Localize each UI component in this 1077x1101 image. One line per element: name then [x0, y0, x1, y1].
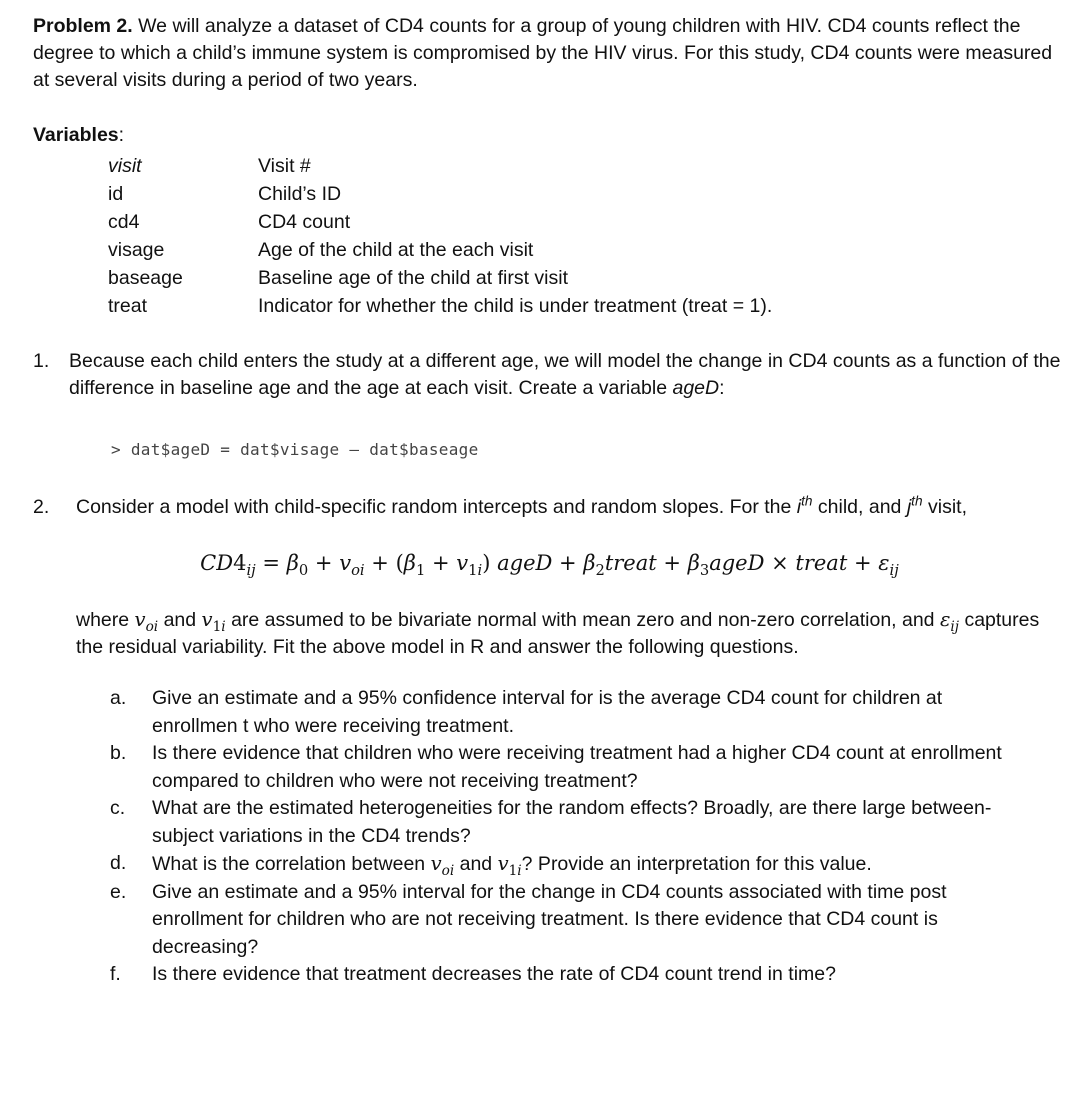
list-item [110, 879, 1063, 962]
subquestion-text: Give an estimate and a 95% confidence interval for is the average CD4 count for children at enrollmen t who were receiving treatment. [152, 687, 943, 737]
variable-row [33, 292, 1063, 320]
document-page [33, 13, 1063, 989]
variable-desc: Baseline age of the child at first visit [258, 267, 568, 289]
question-number: 1. [33, 350, 50, 372]
subquestion-text: Is there evidence that treatment decreases the rate of CD4 count trend in time? [152, 963, 836, 985]
variable-row [33, 180, 1063, 208]
subquestion-letter: e. [110, 880, 127, 903]
subquestion-letter: f. [110, 963, 121, 985]
subquestion-letter: b. [110, 742, 127, 764]
variable-desc: Child’s ID [258, 183, 342, 205]
subquestion-text: What is the correlation between $v_{oi}$ and $v_{1i}$? Provide an interpretation for this value. [152, 852, 872, 879]
subquestion-text: Is there evidence that children who were receiving treatment had a higher CD4 count at enrollment compared to children who were not receiving treatment? [152, 742, 1002, 792]
subquestion-list [110, 685, 1063, 989]
variable-desc: Visit # [258, 155, 311, 177]
variable-name: baseage [108, 267, 183, 289]
problem-label: Problem 2. [33, 15, 133, 37]
question-2-text [76, 494, 1063, 661]
list-item [110, 685, 1063, 740]
variable-row [33, 236, 1063, 264]
variable-row [33, 264, 1063, 292]
variable-desc: CD4 count [258, 211, 351, 233]
model-description: where $v_{oi}$ and $v_{1i}$ are assumed to be bivariate normal with mean zero and non-zero correlation, and $\varepsilon_{ij}$ captures the residual variability. Fit the above model in R and answer the following questions. [76, 608, 1040, 658]
subquestion-letter: a. [110, 687, 127, 709]
list-item [110, 850, 1063, 879]
list-item [110, 795, 1063, 850]
subquestion-letter: c. [110, 797, 126, 819]
variable-name: treat [108, 295, 148, 317]
list-item [110, 740, 1063, 795]
subquestion-text: What are the estimated heterogeneities for the random effects? Broadly, are there large between-subject variations in the CD4 trends? [152, 797, 992, 847]
question-1 [33, 348, 1063, 463]
variable-name: id [108, 183, 124, 205]
subquestion-letter: d. [110, 852, 127, 874]
problem-intro-text: We will analyze a dataset of CD4 counts for a group of young children with HIV. CD4 counts reflect the degree to which a child’s immune system is compromised by the HIV virus. For this study, CD4 counts were measured at several visits during a period of two years. [33, 15, 1053, 91]
variable-desc: Indicator for whether the child is under treatment (treat = 1). [258, 295, 773, 317]
problem-intro [33, 13, 1063, 94]
subquestion-text: Give an estimate and a 95% interval for the change in CD4 counts associated with time post enrollment for children who are not receiving treatment. Is there evidence that CD4 count is decreasing? [152, 880, 947, 958]
variable-name: cd4 [108, 211, 140, 233]
variables-title: Variables: [33, 124, 125, 146]
question-2 [33, 494, 1063, 661]
question-2-lead: Consider a model with child-specific random intercepts and random slopes. For the $i^{th}$ child, and $j^{th}$ visit, [76, 493, 967, 518]
variable-row [33, 208, 1063, 236]
variable-name: visage [108, 239, 165, 261]
list-item [110, 961, 1063, 989]
variable-row [33, 152, 1063, 180]
question-1-text: Because each child enters the study at a different age, we will model the change in CD4 counts as a function of the difference in baseline age and the age at each visit. Create a variable ageD: > dat$ageD = dat$visage – dat$baseage [69, 348, 1063, 463]
question-number: 2. [33, 496, 50, 518]
variables-table [33, 152, 1063, 320]
r-code-line: > dat$ageD = dat$visage – dat$baseage [111, 440, 479, 459]
variable-desc: Age of the child at the each visit [258, 239, 534, 261]
variable-name: visit [108, 155, 142, 177]
variable-ageD: ageD [672, 377, 720, 399]
model-equation: $CD4_{ij} = \beta_0 + v_{oi} + (\beta_1 + v_{1i})$ ageD + $\beta_2treat$ + $\beta_3ageD$ × treat + $\varepsilon_{ij}$ [200, 551, 899, 580]
